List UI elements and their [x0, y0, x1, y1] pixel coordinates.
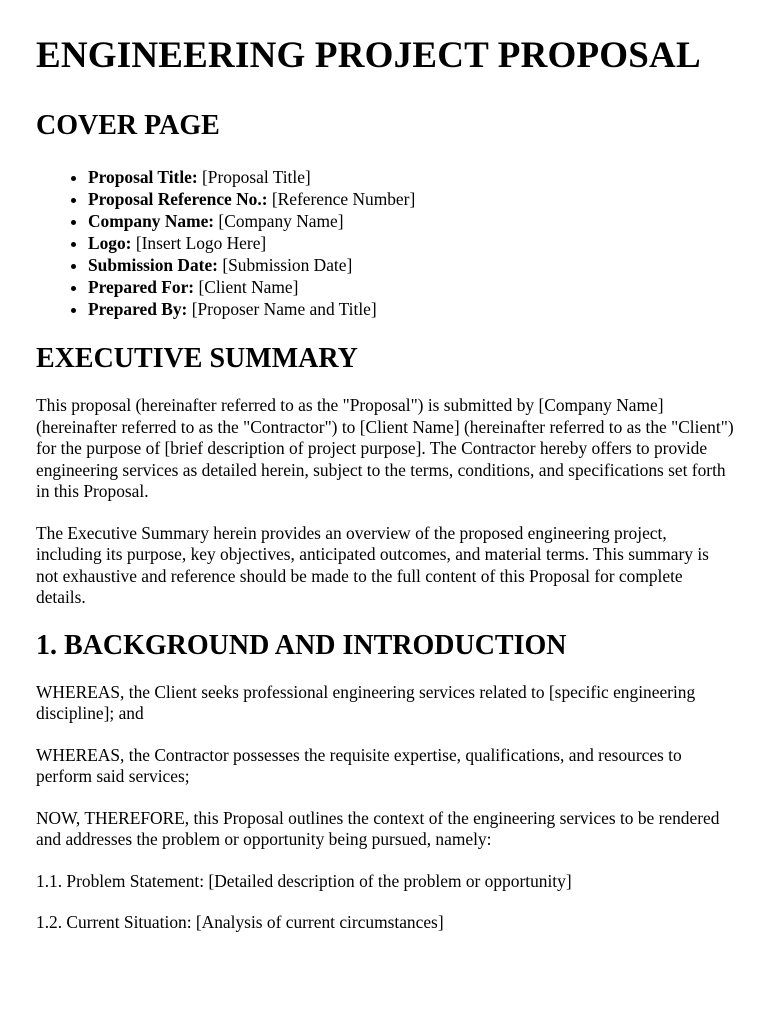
item-value: [Insert Logo Here]: [131, 233, 267, 253]
list-item: [88, 166, 734, 188]
item-value: [Proposal Title]: [197, 167, 311, 187]
cover-page-heading: COVER PAGE: [36, 110, 220, 141]
background-paragraph: NOW, THEREFORE, this Proposal outlines the context of the engineering services to be rendered and addresses the problem or opportunity being pursued, namely:: [36, 807, 720, 849]
item-value: [Company Name]: [214, 211, 344, 231]
item-label: Prepared By:: [88, 299, 188, 319]
background-heading: 1. BACKGROUND AND INTRODUCTION: [36, 629, 567, 661]
cover-page-list: [36, 166, 734, 320]
item-label: Logo:: [88, 233, 132, 253]
item-value: [Proposer Name and Title]: [187, 299, 377, 319]
background-paragraph: WHEREAS, the Contractor possesses the requisite expertise, qualifications, and resources to perform said services;: [36, 744, 682, 786]
current-situation: 1.2. Current Situation: [Analysis of current circumstances]: [36, 912, 444, 932]
item-label: Submission Date:: [88, 255, 218, 275]
item-label: Company Name:: [88, 211, 215, 231]
item-label: Proposal Reference No.:: [88, 189, 268, 209]
list-item: [88, 254, 734, 276]
list-item: [88, 298, 734, 320]
problem-statement: 1.1. Problem Statement: [Detailed description of the problem or opportunity]: [36, 870, 572, 891]
list-item: [88, 188, 734, 210]
item-value: [Submission Date]: [217, 255, 353, 275]
list-item: [88, 232, 734, 254]
item-value: [Reference Number]: [267, 189, 416, 209]
executive-summary-paragraph: The Executive Summary herein provides an overview of the proposed engineering project, including its purpose, key objectives, anticipated outcomes, and material terms. This summary is not exhaustive and reference should be made to the full content of this Proposal for complete details.: [36, 522, 709, 607]
list-item: [88, 276, 734, 298]
document-title: ENGINEERING PROJECT PROPOSAL: [36, 35, 701, 76]
item-value: [Client Name]: [194, 277, 299, 297]
item-label: Proposal Title:: [88, 167, 198, 187]
item-label: Prepared For:: [88, 277, 195, 297]
executive-summary-heading: EXECUTIVE SUMMARY: [36, 343, 358, 374]
list-item: [88, 210, 734, 232]
background-paragraph: WHEREAS, the Client seeks professional engineering services related to [specific engineering discipline]; and: [36, 681, 696, 723]
executive-summary-paragraph: This proposal (hereinafter referred to as the "Proposal") is submitted by [Company Name] (hereinafter referred to as the "Contractor") to [Client Name] (hereinafter referred to as the "Client") for the purpose of [brief description of project purpose]. The Contractor hereby offers to provide engineering services as detailed herein, subject to the terms, conditions, and specifications set forth in this Proposal.: [36, 395, 734, 501]
